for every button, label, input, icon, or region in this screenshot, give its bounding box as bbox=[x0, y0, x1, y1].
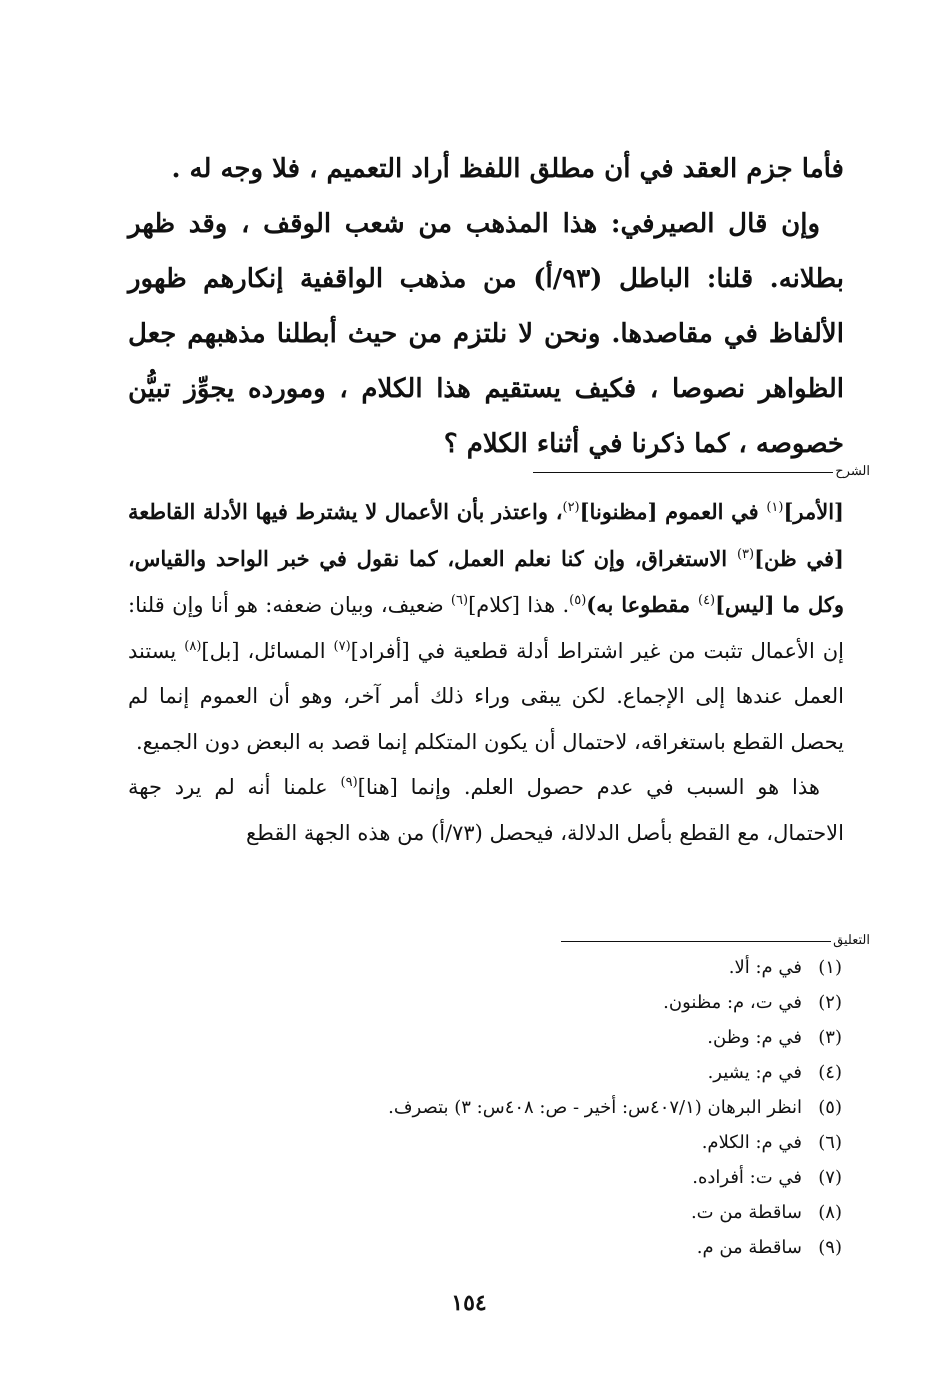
main-paragraph: وإن قال الصيرفي: هذا المذهب من شعب الوقف ، وقد ظهر بطلانه. قلنا: الباطل (٩٣/أ) من مذهب الواقفية إنكارهم ظهور الألفاظ في مقاصدها. ونحن لا نلتزم من حيث أبطلنا مذهبهم جعل الظواهر نصوصا ، فكيف يستقيم هذا الكلام ، ومورده يجوِّز تبيُّن خصوصه ، كما ذكرنا في أثناء الكلام ؟ bbox=[128, 209, 844, 459]
footnote-number: (٦) bbox=[818, 1132, 842, 1153]
footnote-ref: (٤) bbox=[697, 593, 716, 608]
commentary-span: ، واعتذر بأن الأعمال لا يشترط فيها الأدلة القاطعة bbox=[128, 499, 563, 524]
bracketed-word: [بل] bbox=[201, 638, 240, 663]
taliq-label: التعليق bbox=[833, 933, 870, 948]
commentary-paragraph bbox=[128, 765, 844, 856]
footnote-item bbox=[182, 1230, 842, 1265]
commentary-span: علمنا أنه لم يرد جهة الاحتمال، مع القطع بأصل الدلالة، فيحصل (٧٣/أ) من هذه الجهة القطع bbox=[128, 775, 844, 845]
footnote-ref: (١) bbox=[766, 500, 784, 515]
taliq-divider bbox=[561, 933, 870, 949]
commentary-span: ضعيف، وبيان ضعفه: هو أنا وإن قلنا: إن الأعمال تثبت من غير اشتراط أدلة قطعية في bbox=[128, 593, 845, 663]
commentary-span: المسائل، bbox=[239, 638, 334, 663]
main-paragraph: فأما جزم العقد في أن مطلق اللفظ أراد التعميم ، فلا وجه له . bbox=[171, 154, 844, 184]
footnote-text: في م: الكلام. bbox=[701, 1132, 802, 1153]
bracketed-word: [هنا] bbox=[357, 775, 398, 799]
footnote-text: في ت، م: مظنون. bbox=[663, 992, 802, 1013]
bracketed-word: [الأمر] bbox=[783, 499, 844, 524]
divider-line bbox=[561, 941, 831, 942]
footnote-text: ساقطة من ت. bbox=[690, 1202, 802, 1223]
footnote-item bbox=[182, 1020, 842, 1055]
bracketed-word: [ليس] bbox=[715, 592, 775, 617]
bracketed-word: [أفراد] bbox=[350, 638, 410, 663]
footnote-item bbox=[182, 1160, 842, 1195]
footnote-ref: (٢) bbox=[562, 500, 580, 515]
footnote-number: (٣) bbox=[818, 1027, 842, 1048]
bracketed-word: [كلام] bbox=[468, 593, 520, 617]
sharh-label: الشرح bbox=[835, 464, 870, 479]
footnote-item bbox=[182, 950, 842, 985]
footnote-text: ساقطة من م. bbox=[696, 1237, 802, 1258]
footnote-ref: (٧) bbox=[333, 638, 351, 654]
footnote-number: (٩) bbox=[818, 1237, 842, 1258]
footnote-item bbox=[182, 1125, 842, 1160]
commentary-span: في العموم bbox=[657, 499, 767, 524]
commentary-span: يستند العمل عندها إلى الإجماع. لكن يبقى وراء ذلك أمر آخر، وهو أن العموم إنما لم يحصل القطع باستغراقه، لاحتمال أن يكون المتكلم إنما قصد به البعض دون الجميع. bbox=[128, 638, 844, 754]
footnote-item bbox=[182, 1195, 842, 1230]
footnote-ref: (٣) bbox=[736, 546, 755, 562]
footnote-ref: (٦) bbox=[450, 593, 469, 608]
footnote-number: (٨) bbox=[818, 1202, 842, 1223]
footnote-item bbox=[182, 985, 842, 1020]
footnote-ref: (٨) bbox=[184, 638, 202, 654]
footnote-number: (٧) bbox=[818, 1167, 842, 1188]
bracketed-word: [في ظن] bbox=[754, 545, 844, 571]
footnote-ref: (٥) bbox=[569, 593, 587, 608]
divider-line bbox=[533, 472, 833, 473]
footnote-text: في ت: أفراده. bbox=[692, 1167, 802, 1188]
footnote-text: انظر البرهان (٤٠٧/١س: أخير - ص: ٤٠٨س: ٣) بتصرف. bbox=[388, 1097, 802, 1118]
footnote-number: (٤) bbox=[818, 1062, 842, 1083]
footnote-text: في م: يشير. bbox=[707, 1062, 802, 1083]
footnotes-list bbox=[182, 950, 842, 1265]
footnote-number: (٥) bbox=[818, 1097, 842, 1118]
footnote-text: في م: وظن. bbox=[707, 1027, 802, 1048]
footnote-ref: (٩) bbox=[340, 775, 358, 790]
commentary-span: . هذا bbox=[519, 593, 570, 617]
commentary-span: هذا هو السبب في عدم حصول العلم. وإنما bbox=[397, 775, 820, 799]
commentary-span: مقطوعا به) bbox=[586, 592, 698, 617]
footnote-item bbox=[182, 1090, 842, 1125]
commentary-span: الاستغراق، وإن كنا نعلم العمل، كما نقول في خبر الواحد والقياس، وكل ما bbox=[128, 545, 845, 617]
main-text bbox=[128, 142, 844, 472]
sharh-divider bbox=[533, 464, 870, 480]
commentary-text bbox=[128, 489, 844, 856]
footnote-item bbox=[182, 1055, 842, 1090]
footnote-text: في م: ألا. bbox=[728, 957, 802, 978]
footnote-number: (١) bbox=[818, 957, 842, 978]
footnote-number: (٢) bbox=[818, 992, 842, 1013]
bracketed-word: [مظنونا] bbox=[579, 499, 658, 524]
commentary-paragraph bbox=[128, 489, 844, 765]
page-number: ١٥٤ bbox=[451, 1290, 487, 1316]
